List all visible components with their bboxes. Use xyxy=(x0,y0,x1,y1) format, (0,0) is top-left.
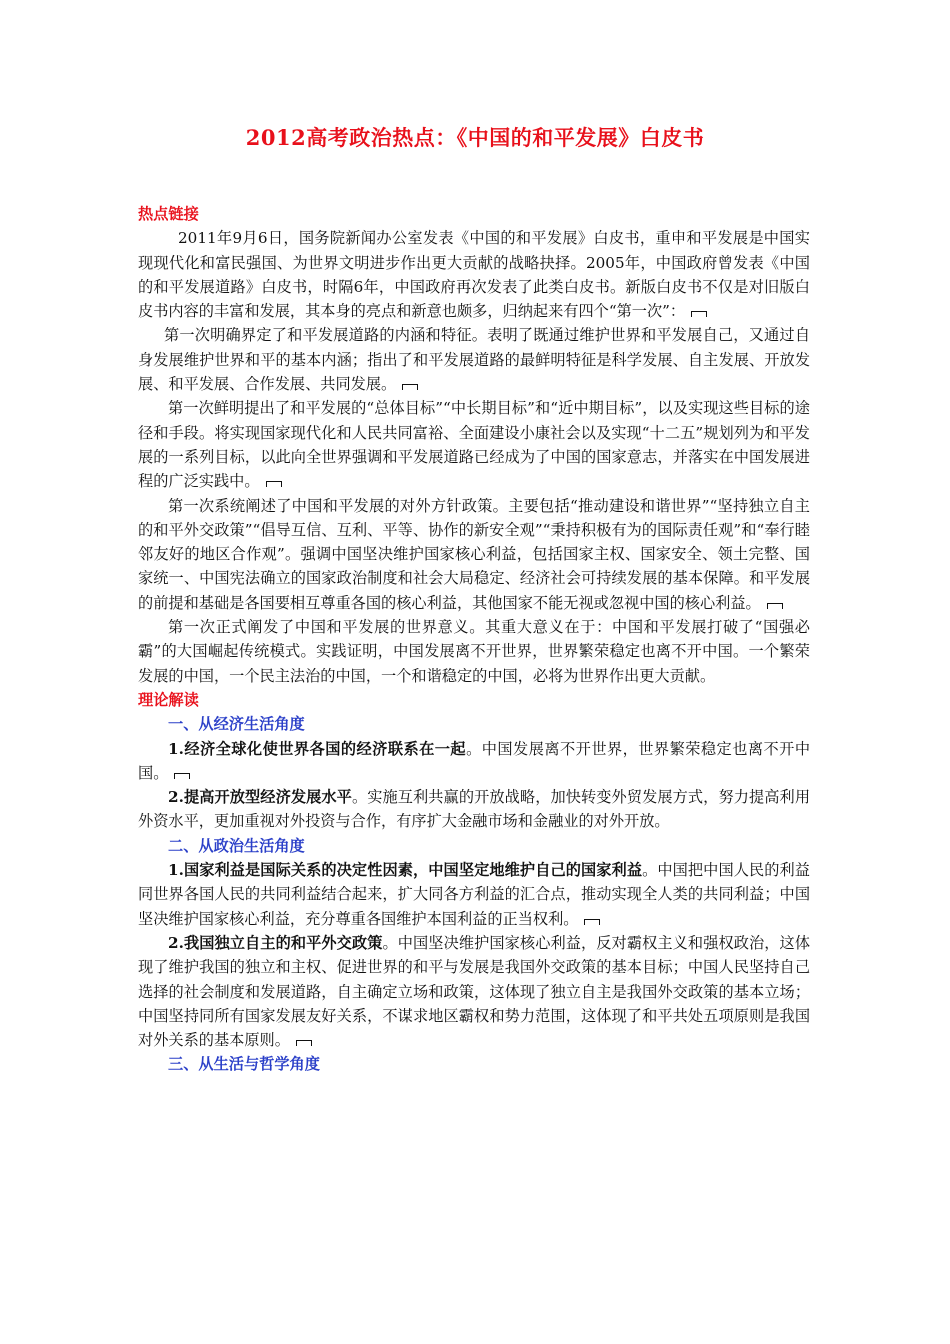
paragraph-first-4 xyxy=(138,615,810,688)
paragraph-first-3-text: 第一次系统阐述了中国和平发展的对外方针政策。主要包括“推动建设和谐世界”“坚持独立自主的和平外交政策”“倡导互信、互利、平等、协作的新安全观”“秉持积极有为的国际责任观”和“奉行睦邻友好的地区合作观”。强调中国坚决维护国家核心利益，包括国家主权、国家安全、领土完整、国家统一、中国宪法确立的国家政治制度和社会大局稳定、经济社会可持续发展的基本保障。和平发展的前提和基础是各国要相互尊重各国的核心利益，其他国家不能无视或忽视中国的核心利益。 xyxy=(138,496,810,612)
subheading-economic: 一、从经济生活角度 xyxy=(168,715,305,734)
document-title: 2012高考政治热点：《中国的和平发展》白皮书 xyxy=(245,125,705,150)
section-heading-hot-link: 热点链接 xyxy=(138,205,199,223)
economic-point-2-text: 。实施互利共赢的开放战略，加快转变外贸发展方式，努力提高利用外资水平，更加重视对外投资与合作，有序扩大金融市场和金融业的对外开放。 xyxy=(138,788,811,831)
paragraph-first-1 xyxy=(138,323,810,396)
paragraph-first-1-text: 第一次明确界定了和平发展道路的内涵和特征。表明了既通过维护世界和平发展自己，又通过自身发展维护世界和平的基本内涵；指出了和平发展道路的最鲜明特征是科学发展、自主发展、开放发展、和平发展、合作发展、共同发展。 xyxy=(138,326,810,394)
political-point-2-title: 2.我国独立自主的和平外交政策 xyxy=(168,933,383,952)
paragraph-first-2-text: 第一次鲜明提出了和平发展的“总体目标”“中长期目标”和“近中期目标”，以及实现这些目标的途径和手段。将实现国家现代化和人民共同富裕、全面建设小康社会以及实现“十二五”规划列为和平发展的一系列目标，以此向全世界强调和平发展道路已经成为了中国的国家意志，并落实在中国发展进程的广泛实践中。 xyxy=(138,399,810,491)
return-mark-icon xyxy=(402,384,418,390)
paragraph-first-4-text: 第一次正式阐发了中国和平发展的世界意义。其重大意义在于：中国和平发展打破了“国强必霸”的大国崛起传统模式。实践证明，中国发展离不开世界，世界繁荣稳定也离不开中国。一个繁荣发展的中国，一个民主法治的中国，一个和谐稳定的中国，必将为世界作出更大贡献。 xyxy=(138,618,810,685)
economic-point-1 xyxy=(138,737,810,786)
return-mark-icon xyxy=(584,919,600,925)
political-point-2 xyxy=(138,931,810,1052)
return-mark-icon xyxy=(767,603,783,609)
return-mark-icon xyxy=(266,481,282,487)
economic-point-2-title: 2.提高开放型经济发展水平 xyxy=(168,788,352,807)
document-body xyxy=(138,202,810,1077)
political-point-2-text: 。中国坚决维护国家核心利益，反对霸权主义和强权政治，这体现了维护我国的独立和主权、促进世界的和平与发展是我国外交政策的基本目标；中国人民坚持自己选择的社会制度和发展道路，自主确定立场和政策，这体现了独立自主是我国外交政策的基本立场；中国坚持同所有国家发展友好关系，不谋求地区霸权和势力范围，这体现了和平共处五项原则是我国对外关系的基本原则。 xyxy=(138,933,811,1050)
subheading-political: 二、从政治生活角度 xyxy=(168,836,305,855)
paragraph-first-2 xyxy=(138,396,810,493)
political-point-1 xyxy=(138,858,810,931)
return-mark-icon xyxy=(691,311,707,317)
paragraph-intro-text: 2011年9月6日，国务院新闻办公室发表《中国的和平发展》白皮书，重申和平发展是中国实现现代化和富民强国、为世界文明进步作出更大贡献的战略抉择。2005年，中国政府曾发表《中国的和平发展道路》白皮书，时隔6年，中国政府再次发表了此类白皮书。新版白皮书不仅是对旧版白皮书内容的丰富和发展，其本身的亮点和新意也颇多，归纳起来有四个“第一次”： xyxy=(138,229,810,321)
political-point-1-title: 1.国家利益是国际关系的决定性因素，中国坚定地维护自己的国家利益 xyxy=(168,861,643,880)
paragraph-first-3 xyxy=(138,494,810,615)
section-heading-theory: 理论解读 xyxy=(138,690,199,709)
economic-point-1-title: 1.经济全球化使世界各国的经济联系在一起 xyxy=(168,739,467,758)
paragraph-intro xyxy=(138,226,810,323)
economic-point-2 xyxy=(138,785,810,834)
return-mark-icon xyxy=(296,1040,312,1046)
subheading-philosophy: 三、从生活与哲学角度 xyxy=(168,1055,320,1074)
return-mark-icon xyxy=(174,773,190,779)
economic-point-1-text: 。中国发展离不开世界，世界繁荣稳定也离不开中国。 xyxy=(138,739,811,782)
political-point-1-text: 。中国把中国人民的利益同世界各国人民的共同利益结合起来，扩大同各方利益的汇合点，推动实现全人类的共同利益；中国坚决维护国家核心利益，充分尊重各国维护本国利益的正当权利。 xyxy=(138,861,810,928)
